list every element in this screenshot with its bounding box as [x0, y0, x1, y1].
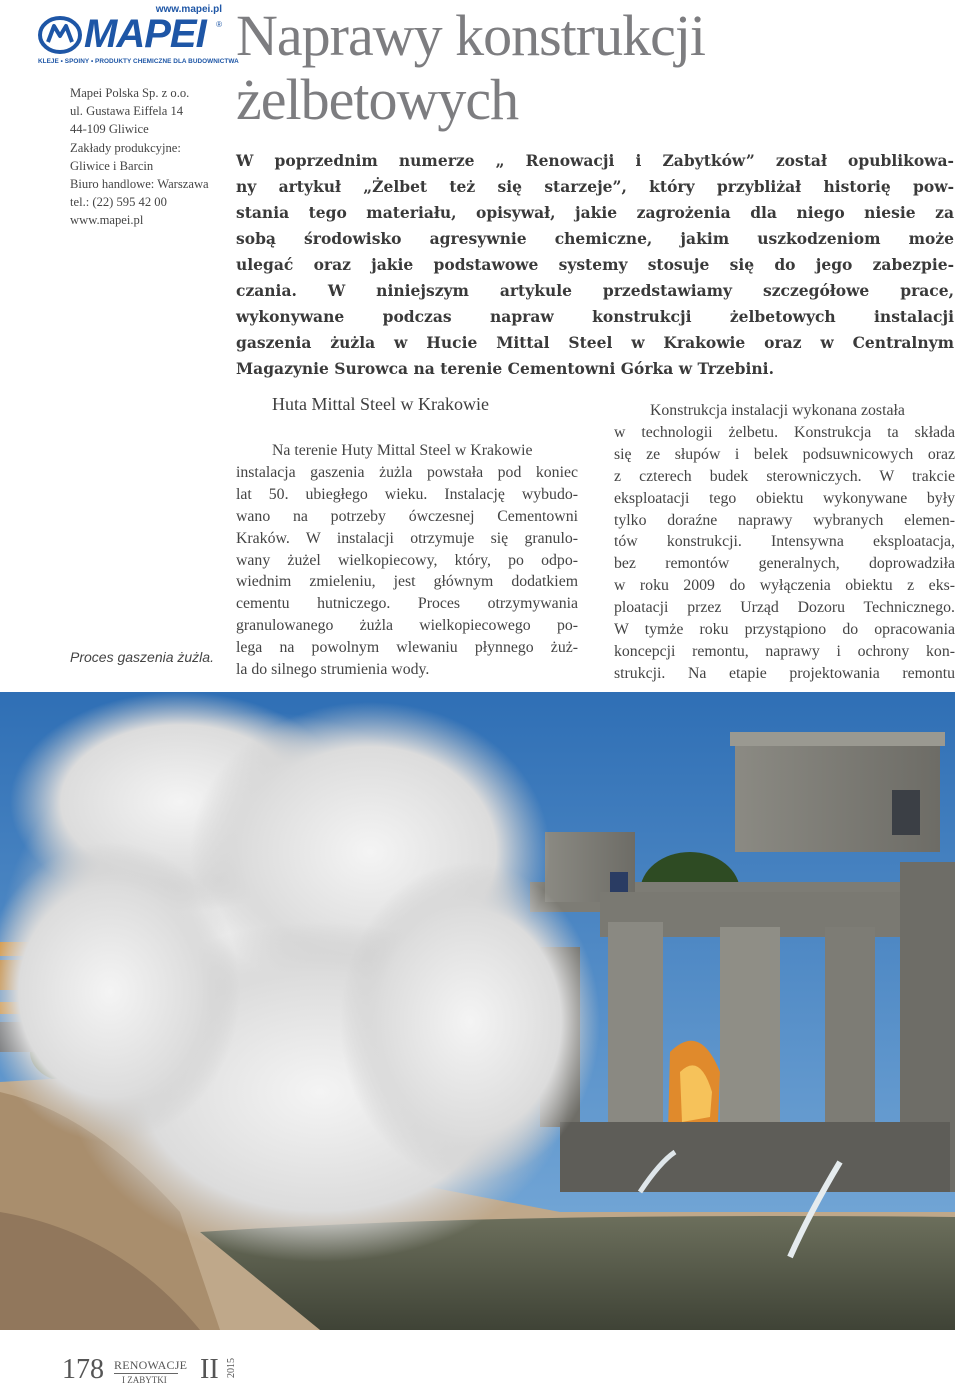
logo-wordmark: MAPEI	[84, 12, 206, 56]
address-line: www.mapei.pl	[70, 213, 144, 228]
body-line: Kraków. W instalacji otrzymuje się granulo-	[236, 529, 578, 547]
body-line: lat 50. ubiegłego wieku. Instalację wybudo-	[236, 485, 578, 503]
body-line: lega na powolnym wlewaniu płynnego żuż-	[236, 639, 578, 657]
slag-quenching-photo	[0, 692, 955, 1330]
title-line: Naprawy konstrukcji	[236, 3, 706, 68]
lead-line: czania. W niniejszym artykule przedstawiamy szczegółowe prace,	[236, 281, 954, 300]
lead-line: W poprzednim numerze „ Renowacji i Zabytków” został opublikowa-	[236, 151, 954, 170]
body-line: z czterech budek sterowniczych. W trakcie	[614, 467, 955, 485]
page-footer	[0, 1340, 960, 1384]
body-line: W tymże roku przystąpiono do opracowania	[614, 621, 955, 639]
logo-url: www.mapei.pl	[155, 4, 222, 15]
body-line: koncepcji remontu, naprawy i ochrony kon-	[614, 642, 955, 660]
lead-line: stania tego materiału, opisywał, jakie zagrożenia dla niego niesie za	[236, 203, 954, 222]
lead-line: ulegać oraz jakie podstawowe systemy stosuje się do jego zabezpie-	[236, 255, 954, 274]
body-line: tylko doraźne naprawy wybranych elemen-	[614, 511, 955, 529]
lead-line: Magazynie Surowca na terenie Cementowni Górka w Trzebini.	[236, 359, 774, 378]
article-lead	[236, 148, 954, 382]
body-line: wano na potrzeby ówczesnej Cementowni	[236, 507, 578, 525]
mapei-globe-icon	[38, 16, 82, 54]
logo-tagline: KLEJE • SPOINY • PRODUKTY CHEMICZNE DLA BUDOWNICTWA	[38, 58, 239, 65]
address-line: ul. Gustawa Eiffela 14	[70, 104, 184, 119]
body-line: tów konstrukcji. Intensywna eksploatacja,	[614, 533, 955, 551]
magazine-name-bottom: I ZABYTKI	[122, 1375, 167, 1385]
body-line: w technologii żelbetu. Konstrukcja ta składa	[614, 423, 955, 441]
article-title	[236, 4, 936, 132]
body-line: strukcji. Na etapie projektowania remontu	[614, 664, 955, 682]
mapei-logo	[36, 4, 239, 70]
body-line: wiednim zmieleniu, jest głównym dodatkiem	[236, 573, 578, 591]
body-column-left	[236, 440, 578, 681]
body-line: wany żużel wielkopiecowy, który, po odpo-	[236, 551, 578, 569]
registered-mark: ®	[216, 20, 222, 29]
address-line: Biuro handlowe: Warszawa	[70, 177, 209, 192]
page-number: 178	[62, 1354, 104, 1385]
body-line: la do silnego strumienia wody.	[236, 661, 430, 679]
body-line: bez remontów generalnych, doprowadziła	[614, 555, 955, 573]
lead-line: sobą środowisko agresywnie chemiczne, jakim uszkodzeniom może	[236, 229, 954, 248]
address-line: Mapei Polska Sp. z o.o.	[70, 86, 190, 100]
section-subheading: Huta Mittal Steel w Krakowie	[272, 394, 489, 414]
issue-year: 2015	[226, 1358, 237, 1378]
lead-line: ny artykuł „Żelbet też się starzeje”, który przybliżał historię pow-	[236, 177, 954, 196]
body-line: cementu hutniczego. Proces otrzymywania	[236, 595, 578, 613]
photo-caption: Proces gaszenia żużla.	[70, 649, 214, 665]
body-line: Konstrukcja instalacji wykonana została	[650, 402, 905, 419]
body-line: Na terenie Huty Mittal Steel w Krakowie	[272, 442, 533, 459]
body-column-right	[614, 400, 955, 685]
issue-number: II	[200, 1354, 219, 1385]
magazine-divider	[114, 1373, 178, 1374]
lead-line: wykonywane podczas napraw konstrukcji żelbetowych instalacji	[236, 307, 954, 326]
body-line: granulowanego żużla wielkopiecowego po-	[236, 617, 578, 635]
body-line: eksploatacji tego obiektu wykonywane były	[614, 489, 955, 507]
address-line: tel.: (22) 595 42 00	[70, 195, 167, 210]
title-line: żelbetowych	[236, 67, 519, 132]
magazine-name-top: RENOWACJE	[114, 1358, 188, 1372]
lead-line: gaszenia żużla w Hucie Mittal Steel w Krakowie oraz w Centralnym	[236, 333, 954, 352]
body-line: ploatacji przez Urząd Dozoru Technicznego.	[614, 599, 955, 617]
address-line: Gliwice i Barcin	[70, 158, 154, 173]
body-line: się ze słupów i belek podsuwnicowych oraz	[614, 445, 955, 463]
body-line: w roku 2009 do wyłączenia obiektu z eks-	[614, 577, 955, 595]
body-line: instalacja gaszenia żużla powstała pod koniec	[236, 463, 578, 481]
company-address	[70, 84, 220, 230]
address-line: Zakłady produkcyjne:	[70, 140, 181, 155]
photo-illustration	[0, 692, 955, 1330]
address-line: 44-109 Gliwice	[70, 122, 149, 137]
